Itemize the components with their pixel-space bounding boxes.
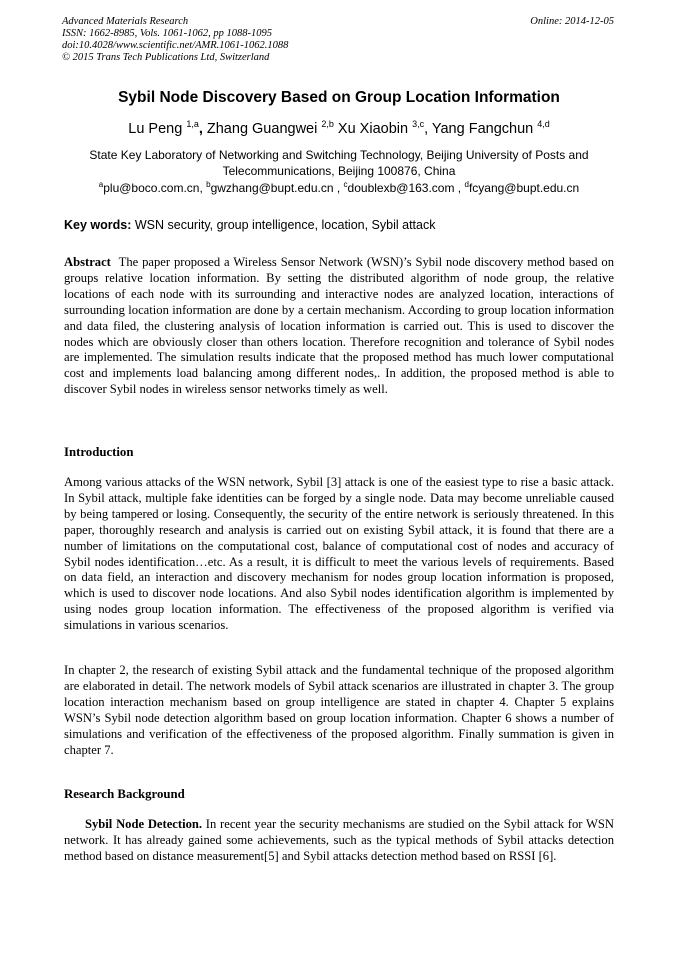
keywords [64,218,616,232]
section-heading-research-background: Research Background [64,787,185,801]
email-list: $^a$plu@boco.com.cn, $^b$gwzhang@bupt.edu.cn , $^c$doublexb@163.com , $^d$fcyang@bupt.edu.cn [98,180,580,195]
abstract-label: Abstract [64,255,111,269]
keywords-text: WSN security, group intelligence, location, Sybil attack [134,218,436,232]
email-link[interactable]: plu@boco.com.cn [103,181,200,195]
issn-line: ISSN: 1662-8985, Vols. 1061-1062, pp 1088-1095 [62,28,272,39]
intro-paragraph-1: Among various attacks of the WSN network, Sybil [3] attack is one of the easiest type to rise a basic attack. In Sybil attack, multiple fake identities can be forged by a single node. Data may become unreliable caused by being tampered or losing. Consequently, the security of the entire network is seriously threatened. In this paper, thoroughly research and analysis is carried out on existing Sybil attack, it is found that there are a number of limitations on the computational cost, balance of computational cost of nodes and accuracy of Sybil nodes identification…etc. As a result, it is difficult to meet the various levels of requirements. Based on data field, an interaction and discovery mechanism for nodes group location information is proposed, which is used to discover node locations. And also Sybil nodes identification algorithm is implemented by using nodes group location information. The effectiveness of the proposed algorithm is verified via simulations in various scenarios. [64,475,614,633]
email-link[interactable]: fcyang@bupt.edu.cn [468,181,580,195]
email-mark: b [206,180,211,189]
author-separator: , [198,120,207,137]
author-name: Yang Fangchun [431,120,534,137]
author-affil-mark: 3,c [412,119,425,129]
intro-paragraph-2: In chapter 2, the research of existing Sybil attack and the fundamental technique of the proposed algorithm are elaborated in detail. The network models of Sybil attack scenarios are illustrated in chapter 3. The group location interaction mechanism based on group intelligence are stated in chapter 4. Chapter 5 explains WSN’s Sybil node detection algorithm based on group location information. Chapter 6 shows a number of simulations and verification of the effectiveness of the proposed algorithm. Finally summation is given in chapter 7. [64,663,614,757]
author-name: Xu Xiaobin [337,120,409,137]
journal-name: Advanced Materials Research [62,16,189,27]
abstract-text: The paper proposed a Wireless Sensor Network (WSN)’s Sybil node discovery method based on groups relative location information. By setting the distributed algorithm of node group, the relative locations of each node with its surrounding and interactive nodes are analyzed location, interactions of surrounding location information are done by a certain mechanism. According to group location information and data filed, the clustering analysis of location information is carried out. This is used to discover the nodes which are obviously closer than others location. Therefore recognition and tolerance of Sybil nodes are implemented. The simulation results indicate that the proposed method has much lower computational cost and implements load balancing among different nodes,. In addition, the proposed method is able to discover Sybil nodes in wireless sensor networks timely as well. [64,255,615,397]
paper-title: Sybil Node Discovery Based on Group Location Information [118,89,560,106]
section-heading-introduction: Introduction [64,445,134,459]
doi-line: doi:10.4028/www.scientific.net/AMR.1061-1062.1088 [62,40,289,51]
background-text: In recent year the security mechanisms are studied on the Sybil attack for WSN network. It has already gained some achievements, such as the typical methods of Sybil attacks detection method based on distance measurement[5] and Sybil attacks detection method based on RSSI [6]. [64,817,614,863]
online-date: Online: 2014-12-05 [530,16,614,27]
author-affil-mark: 2,b [321,119,334,129]
email-link[interactable]: doublexb@163.com [347,181,455,195]
author-name: Lu Peng [128,120,183,137]
subsection-lead: Sybil Node Detection. [85,817,203,831]
journal-header [62,16,288,64]
author-list [40,119,638,137]
author-separator: , [424,120,432,137]
author-affil-mark: 1,a [186,119,199,129]
email-mark: a [98,180,104,189]
affiliation: State Key Laboratory of Networking and Switching Technology, Beijing University of Posts and Telecommunications, Beijing 100876, China [89,148,589,178]
abstract-paragraph [64,255,614,398]
keywords-label: Key words: [64,218,132,232]
email-mark: c [343,180,348,189]
author-affil-mark: 4,d [537,119,550,129]
copyright-line: © 2015 Trans Tech Publications Ltd, Switzerland [62,52,270,63]
author-name: Zhang Guangwei [206,120,318,137]
email-link[interactable]: gwzhang@bupt.edu.cn [210,181,334,195]
background-paragraph [64,817,614,865]
email-mark: d [464,180,469,189]
